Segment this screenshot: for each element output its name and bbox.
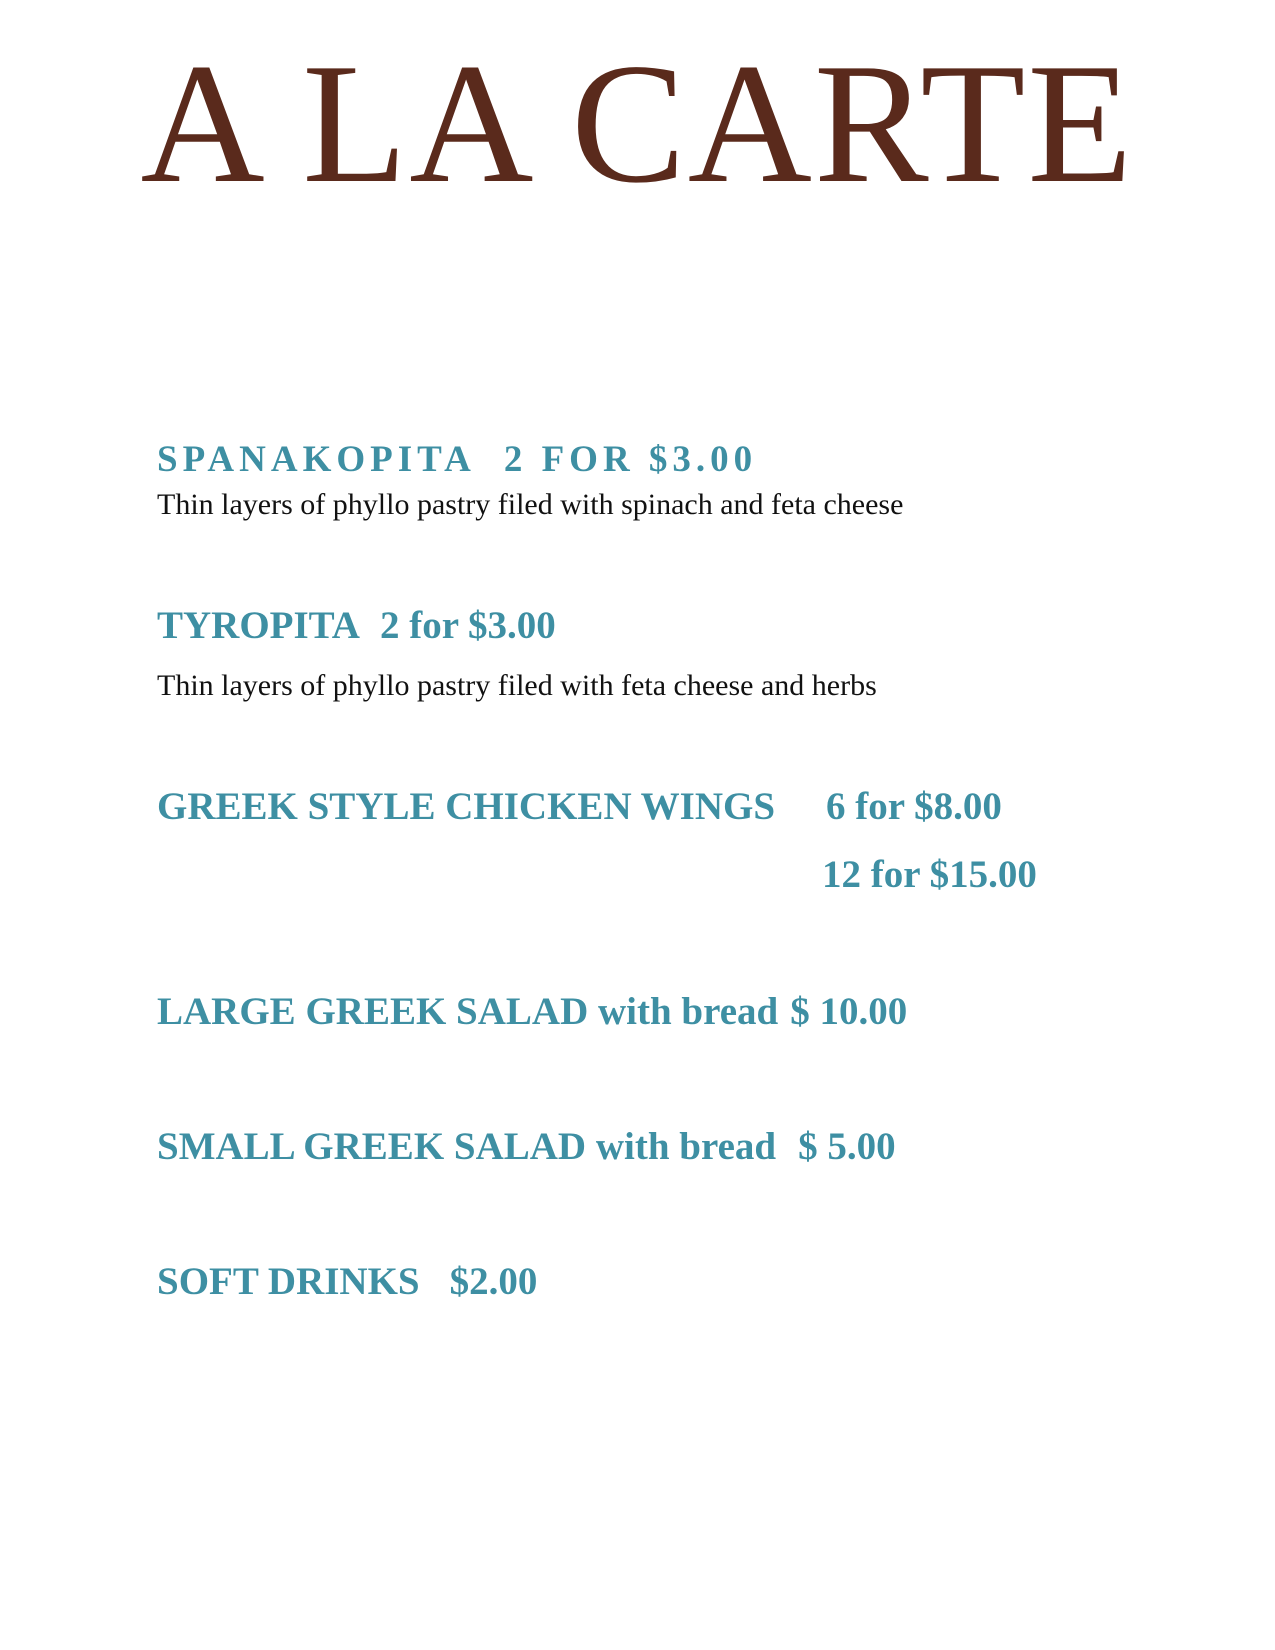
- menu-item-heading: [157, 1259, 537, 1305]
- menu-item-description: Thin layers of phyllo pastry filed with spinach and feta cheese: [157, 488, 904, 521]
- menu-item-price: 2 for $3.00: [379, 604, 556, 647]
- menu-item-heading: [157, 437, 757, 483]
- menu-item-name: TYROPITA: [157, 604, 360, 647]
- menu-item-heading: [157, 784, 775, 830]
- menu-item-name: LARGE GREEK SALAD with bread: [157, 990, 779, 1033]
- menu-item-price: 12 for $15.00: [822, 853, 1037, 896]
- menu-item-heading: [157, 989, 907, 1035]
- menu-item-name: SMALL GREEK SALAD with bread: [157, 1125, 777, 1168]
- menu-item-price: 2 FOR $3.00: [503, 439, 758, 480]
- menu-item-heading: [157, 1124, 896, 1170]
- menu-item-description: Thin layers of phyllo pastry filed with feta cheese and herbs: [157, 669, 877, 702]
- menu-item-name: SOFT DRINKS: [157, 1260, 420, 1303]
- menu-item-name: GREEK STYLE CHICKEN WINGS: [157, 785, 776, 828]
- menu-item-name: SPANAKOPITA: [157, 439, 476, 480]
- menu-item-price: $2.00: [449, 1260, 538, 1303]
- menu-item-price: $ 10.00: [790, 990, 908, 1033]
- menu-item-heading: [157, 603, 556, 649]
- menu-item-price: 6 for $8.00: [826, 785, 1002, 828]
- menu-item-price: $ 5.00: [798, 1125, 896, 1168]
- page-title: A LA CARTE: [140, 29, 1135, 219]
